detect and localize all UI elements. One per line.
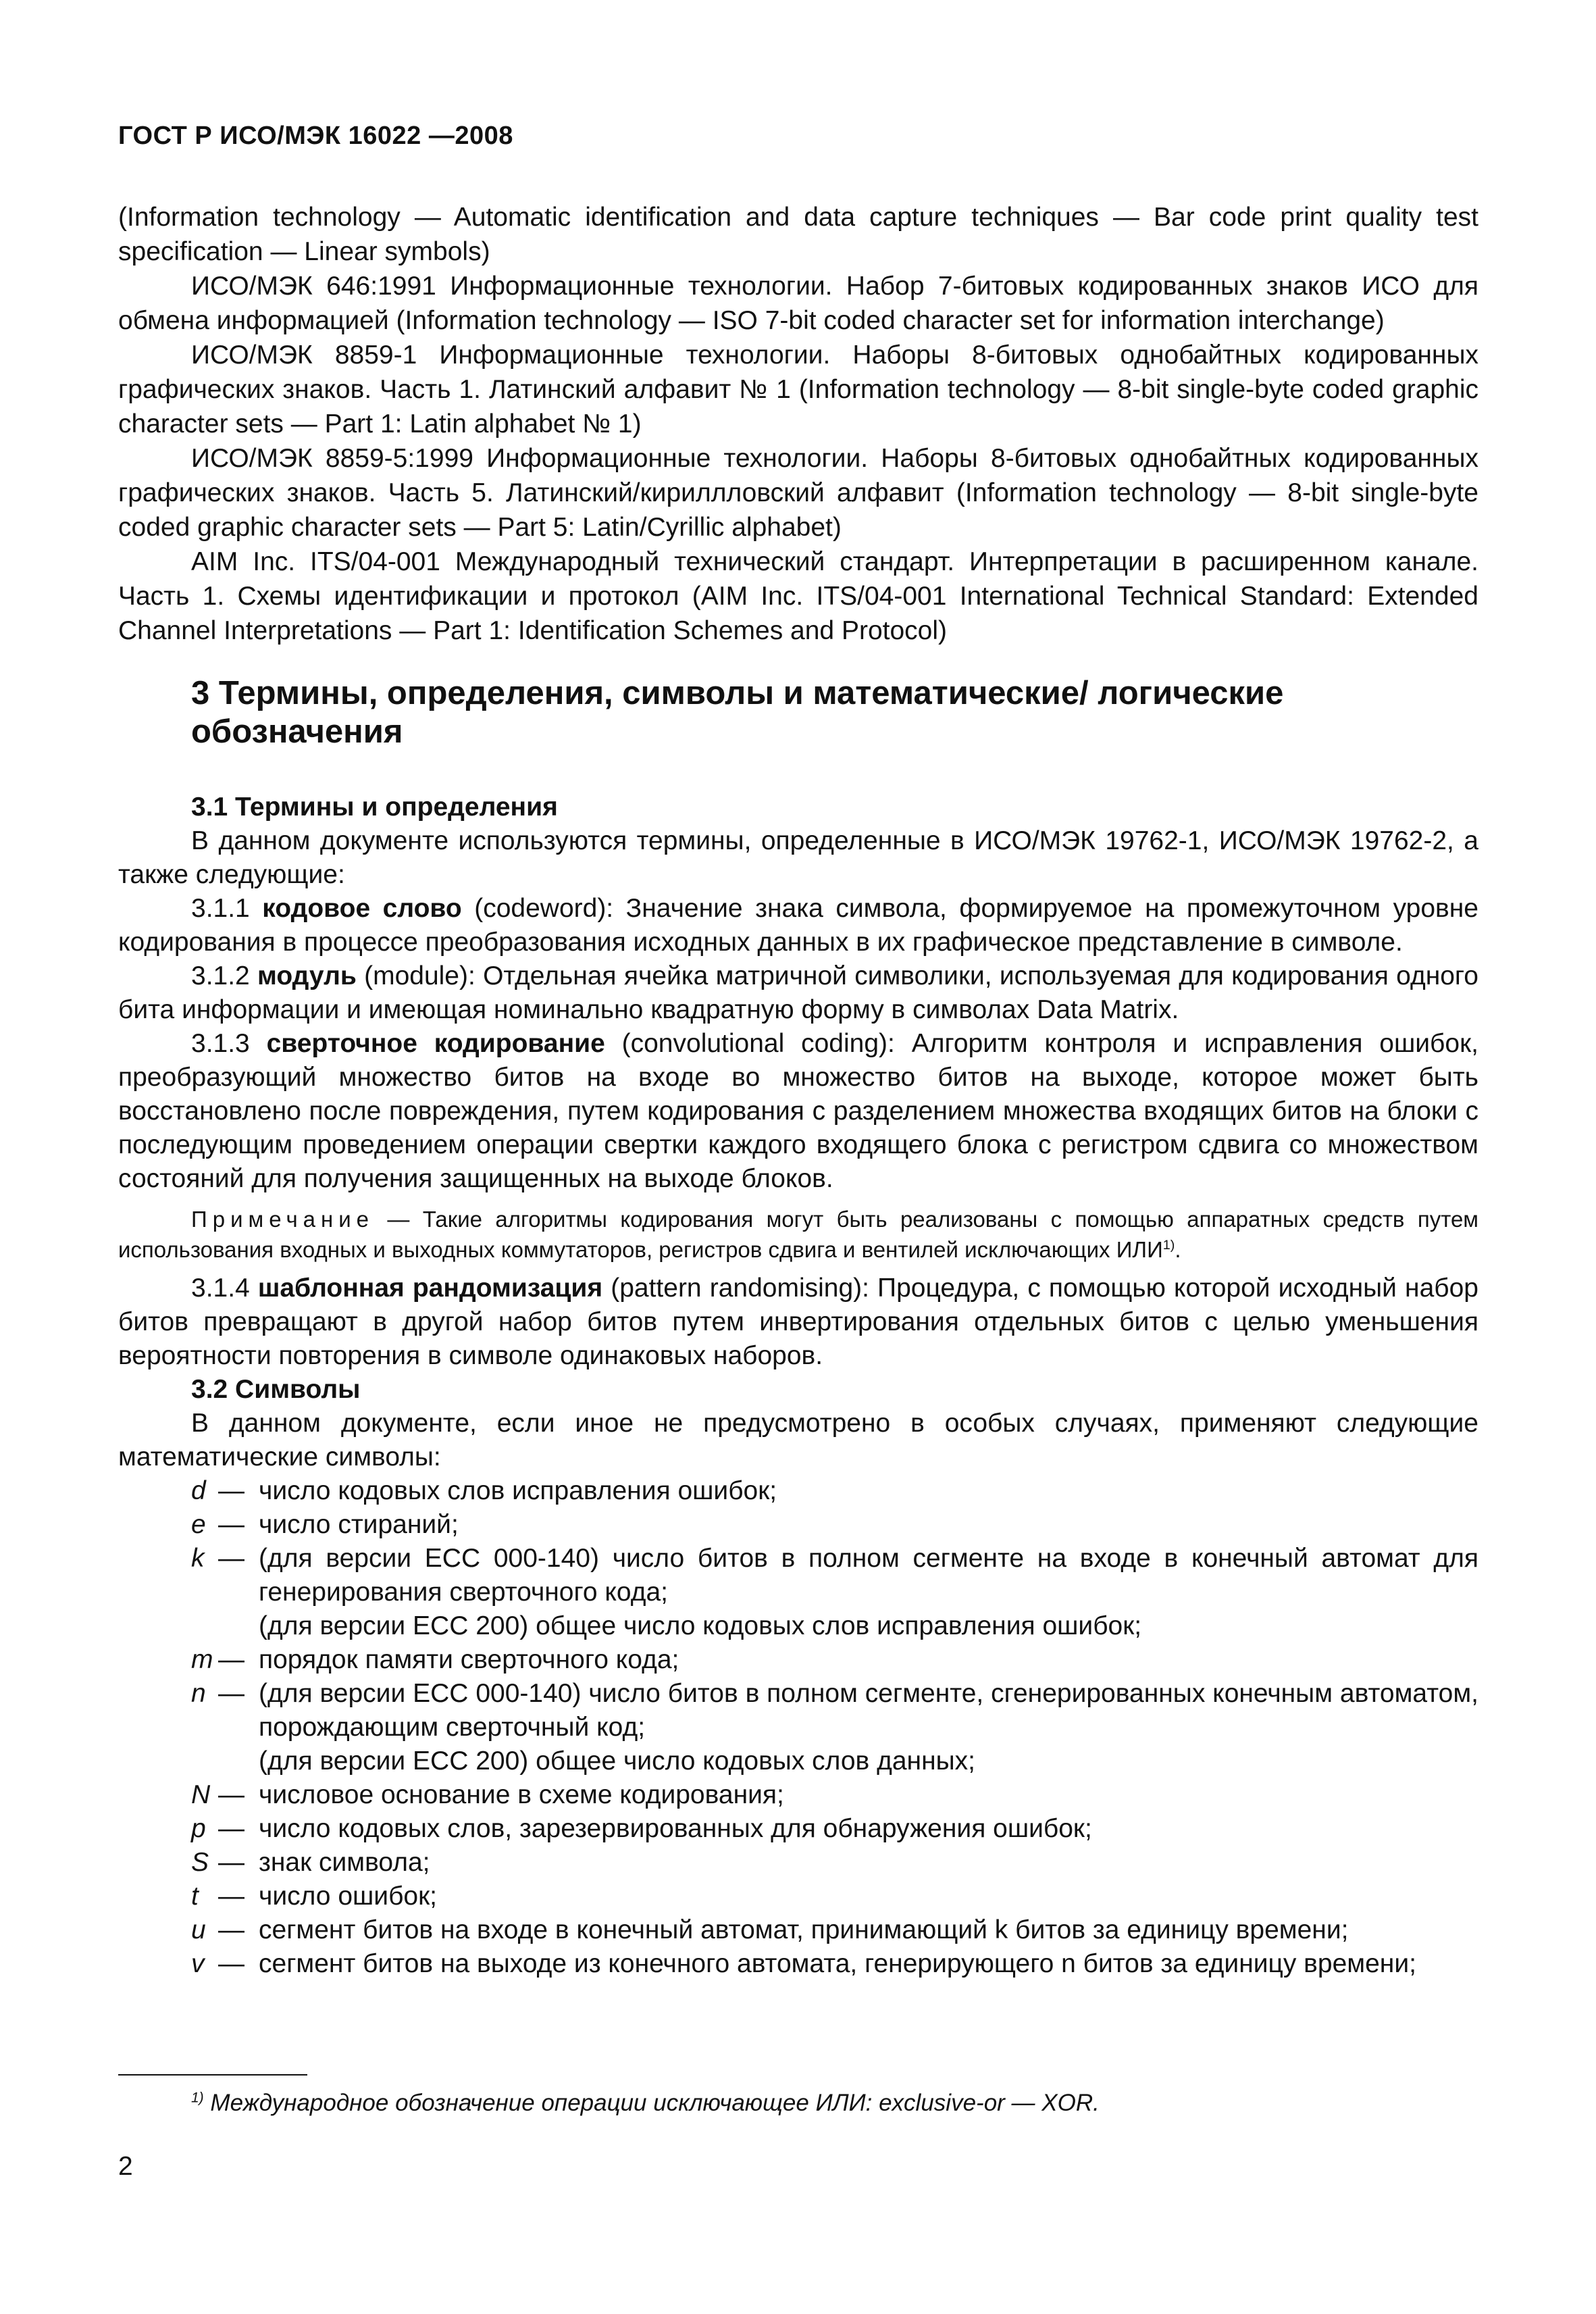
term-definition — [118, 959, 1478, 1027]
note — [118, 1204, 1478, 1265]
page-number: 2 — [118, 2152, 133, 2181]
symbol: v — [191, 1949, 205, 1978]
reference-item: AIM Inc. ITS/04-001 Международный технический стандарт. Интерпретации в расширенном канале. Часть 1. Схемы идентификации и протокол (AIM Inc. ITS/04-001 International Technical Standard: Extended Channel Interpretations — Part 1: Identification Schemes and Protocol) — [118, 547, 1478, 645]
term-text: (module): Отдельная ячейка матричной символики, используемая для кодирования одного бита информации и имеющая номинально квадратную форму в символах Data Matrix. — [118, 961, 1478, 1024]
subsection-heading: 3.2 Символы — [191, 1375, 361, 1404]
symbol-text: порядок памяти сверточного кода; — [259, 1645, 679, 1674]
term-definition — [118, 1027, 1478, 1196]
symbol-text: число ошибок; — [259, 1882, 438, 1911]
term-number: 3.1.1 — [191, 894, 250, 923]
reference-item: (Information technology — Automatic identification and data capture techniques — Bar code print quality test specification — Linear symbols) — [118, 203, 1478, 266]
reference-item: ИСО/МЭК 646:1991 Информационные технологии. Набор 7-битовых кодированных знаков ИСО для обмена информацией (Information technology — ISO 7-bit coded character set for information interchange) — [118, 272, 1478, 335]
symbol-item: n — (для версии ЕСС 000-140) число битов в полном сегменте, сгенерированных конечным автоматом, порождающим сверточный код; (для версии ЕСС 200) общее число кодовых слов данных; — [118, 1677, 1478, 1778]
section-title: 3 Термины, определения, символы и математические/ логические обозначения — [191, 675, 1284, 750]
symbol-text-continued: (для версии ЕСС 200) общее число кодовых слов исправления ошибок; — [259, 1611, 1142, 1640]
symbol-item: S — знак символа; — [118, 1846, 1478, 1880]
note-label: Примечание — [191, 1207, 375, 1232]
symbol-item: N — числовое основание в схеме кодирования; — [118, 1778, 1478, 1812]
symbol: n — [191, 1679, 206, 1708]
term-name: модуль — [257, 961, 357, 990]
term-definition — [118, 892, 1478, 959]
paragraph: В данном документе, если иное не предусмотрено в особых случаях, применяют следующие математические символы: — [118, 1409, 1478, 1472]
symbol-item: m — порядок памяти сверточного кода; — [118, 1643, 1478, 1677]
symbol-text-continued: (для версии ЕСС 200) общее число кодовых слов данных; — [259, 1746, 975, 1776]
symbol-item: d — число кодовых слов исправления ошибок; — [118, 1474, 1478, 1508]
symbol-text: число кодовых слов исправления ошибок; — [259, 1476, 777, 1505]
section-body — [118, 790, 1478, 1981]
symbol: e — [191, 1510, 206, 1539]
symbol: N — [191, 1780, 211, 1809]
symbol: d — [191, 1476, 206, 1505]
term-text: (codeword): Значение знака символа, формируемое на промежуточном уровне кодирования в процессе преобразования исходных данных в их графическое представление в символе. — [118, 894, 1478, 957]
symbol: k — [191, 1544, 205, 1573]
symbol-text: знак символа; — [259, 1848, 430, 1877]
symbol-item: p — число кодовых слов, зарезервированных для обнаружения ошибок; — [118, 1812, 1478, 1846]
symbol: u — [191, 1915, 206, 1944]
reference-item: ИСО/МЭК 8859-5:1999 Информационные технологии. Наборы 8-битовых однобайтных кодированных графических знаков. Часть 5. Латинский/кириллловский алфавит (Information technology — 8-bit single-byte coded graphic character sets — Part 5: Latin/Cyrillic alphabet) — [118, 444, 1478, 542]
symbol-text: числовое основание в схеме кодирования; — [259, 1780, 784, 1809]
symbol-text: (для версии ЕСС 000-140) число битов в полном сегменте, сгенерированных конечным автоматом, порождающим сверточный код; — [259, 1679, 1478, 1742]
symbol-item: u — сегмент битов на входе в конечный автомат, принимающий k битов за единицу времени; — [118, 1913, 1478, 1947]
running-head: ГОСТ Р ИСО/МЭК 16022 —2008 — [118, 122, 513, 150]
symbol: p — [191, 1814, 206, 1843]
subsection-heading: 3.1 Термины и определения — [191, 793, 558, 822]
term-name: шаблонная рандомизация — [257, 1274, 603, 1303]
term-name: кодовое слово — [262, 894, 462, 923]
footnote-mark: 1) — [191, 2090, 204, 2106]
term-number: 3.1.2 — [191, 961, 250, 990]
footnote — [191, 2088, 1474, 2118]
term-text: (convolutional coding): Алгоритм контроля и исправления ошибок, преобразующий множество битов на входе во множество битов на выходе, которое может быть восстановлено после повреждения, путем кодирования с разделением множества входящих битов на блоки с последующим проведением операции свертки каждого входящего блока с регистром сдвига со множеством состояний для получения защищенных на выходе блоков. — [118, 1029, 1478, 1193]
term-number: 3.1.4 — [191, 1274, 250, 1303]
normative-references — [118, 200, 1478, 648]
symbol: t — [191, 1882, 199, 1911]
footnote-ref[interactable]: 1) — [1162, 1238, 1175, 1253]
symbol: S — [191, 1848, 209, 1877]
symbol-text: число кодовых слов, зарезервированных для обнаружения ошибок; — [259, 1814, 1092, 1843]
symbol-text: число стираний; — [259, 1510, 459, 1539]
term-number: 3.1.3 — [191, 1029, 250, 1058]
symbols-list — [118, 1474, 1478, 1981]
term-definition — [118, 1272, 1478, 1373]
term-text: (pattern randomising): Процедура, с помощью которой исходный набор битов превращают в другой набор битов путем инвертирования отдельных битов с целью уменьшения вероятности повторения в символе одинаковых наборов. — [118, 1274, 1478, 1370]
symbol-text: (для версии ЕСС 000-140) число битов в полном сегменте на входе в конечный автомат для генерирования сверточного кода; — [259, 1544, 1478, 1607]
symbol: m — [191, 1645, 213, 1674]
symbol-text: сегмент битов на выходе из конечного автомата, генерирующего n битов за единицу времени; — [259, 1949, 1416, 1978]
symbol-item: v — сегмент битов на выходе из конечного автомата, генерирующего n битов за единицу времени; — [118, 1947, 1478, 1981]
footnote-text: Международное обозначение операции исключающее ИЛИ: exclusive-or — XOR. — [203, 2090, 1100, 2116]
term-name: сверточное кодирование — [266, 1029, 605, 1058]
symbol-item: t — число ошибок; — [118, 1880, 1478, 1913]
symbol-item: e — число стираний; — [118, 1508, 1478, 1542]
footnote-divider — [118, 2074, 307, 2076]
paragraph: В данном документе используются термины, определенные в ИСО/МЭК 19762-1, ИСО/МЭК 19762-2, а также следующие: — [118, 826, 1478, 889]
reference-item: ИСО/МЭК 8859-1 Информационные технологии. Наборы 8-битовых однобайтных кодированных графических знаков. Часть 1. Латинский алфавит № 1 (Information technology — 8-bit single-byte coded graphic character sets — Part 1: Latin alphabet № 1) — [118, 341, 1478, 438]
note-end: . — [1175, 1237, 1181, 1262]
symbol-item: k — (для версии ЕСС 000-140) число битов в полном сегменте на входе в конечный автомат для генерирования сверточного кода; (для версии ЕСС 200) общее число кодовых слов исправления ошибок; — [118, 1542, 1478, 1643]
note-text: — Такие алгоритмы кодирования могут быть реализованы с помощью аппаратных средств путем использования входных и выходных коммутаторов, регистров сдвига и вентилей исключающих ИЛИ — [118, 1207, 1478, 1262]
symbol-text: сегмент битов на входе в конечный автомат, принимающий k битов за единицу времени; — [259, 1915, 1349, 1944]
